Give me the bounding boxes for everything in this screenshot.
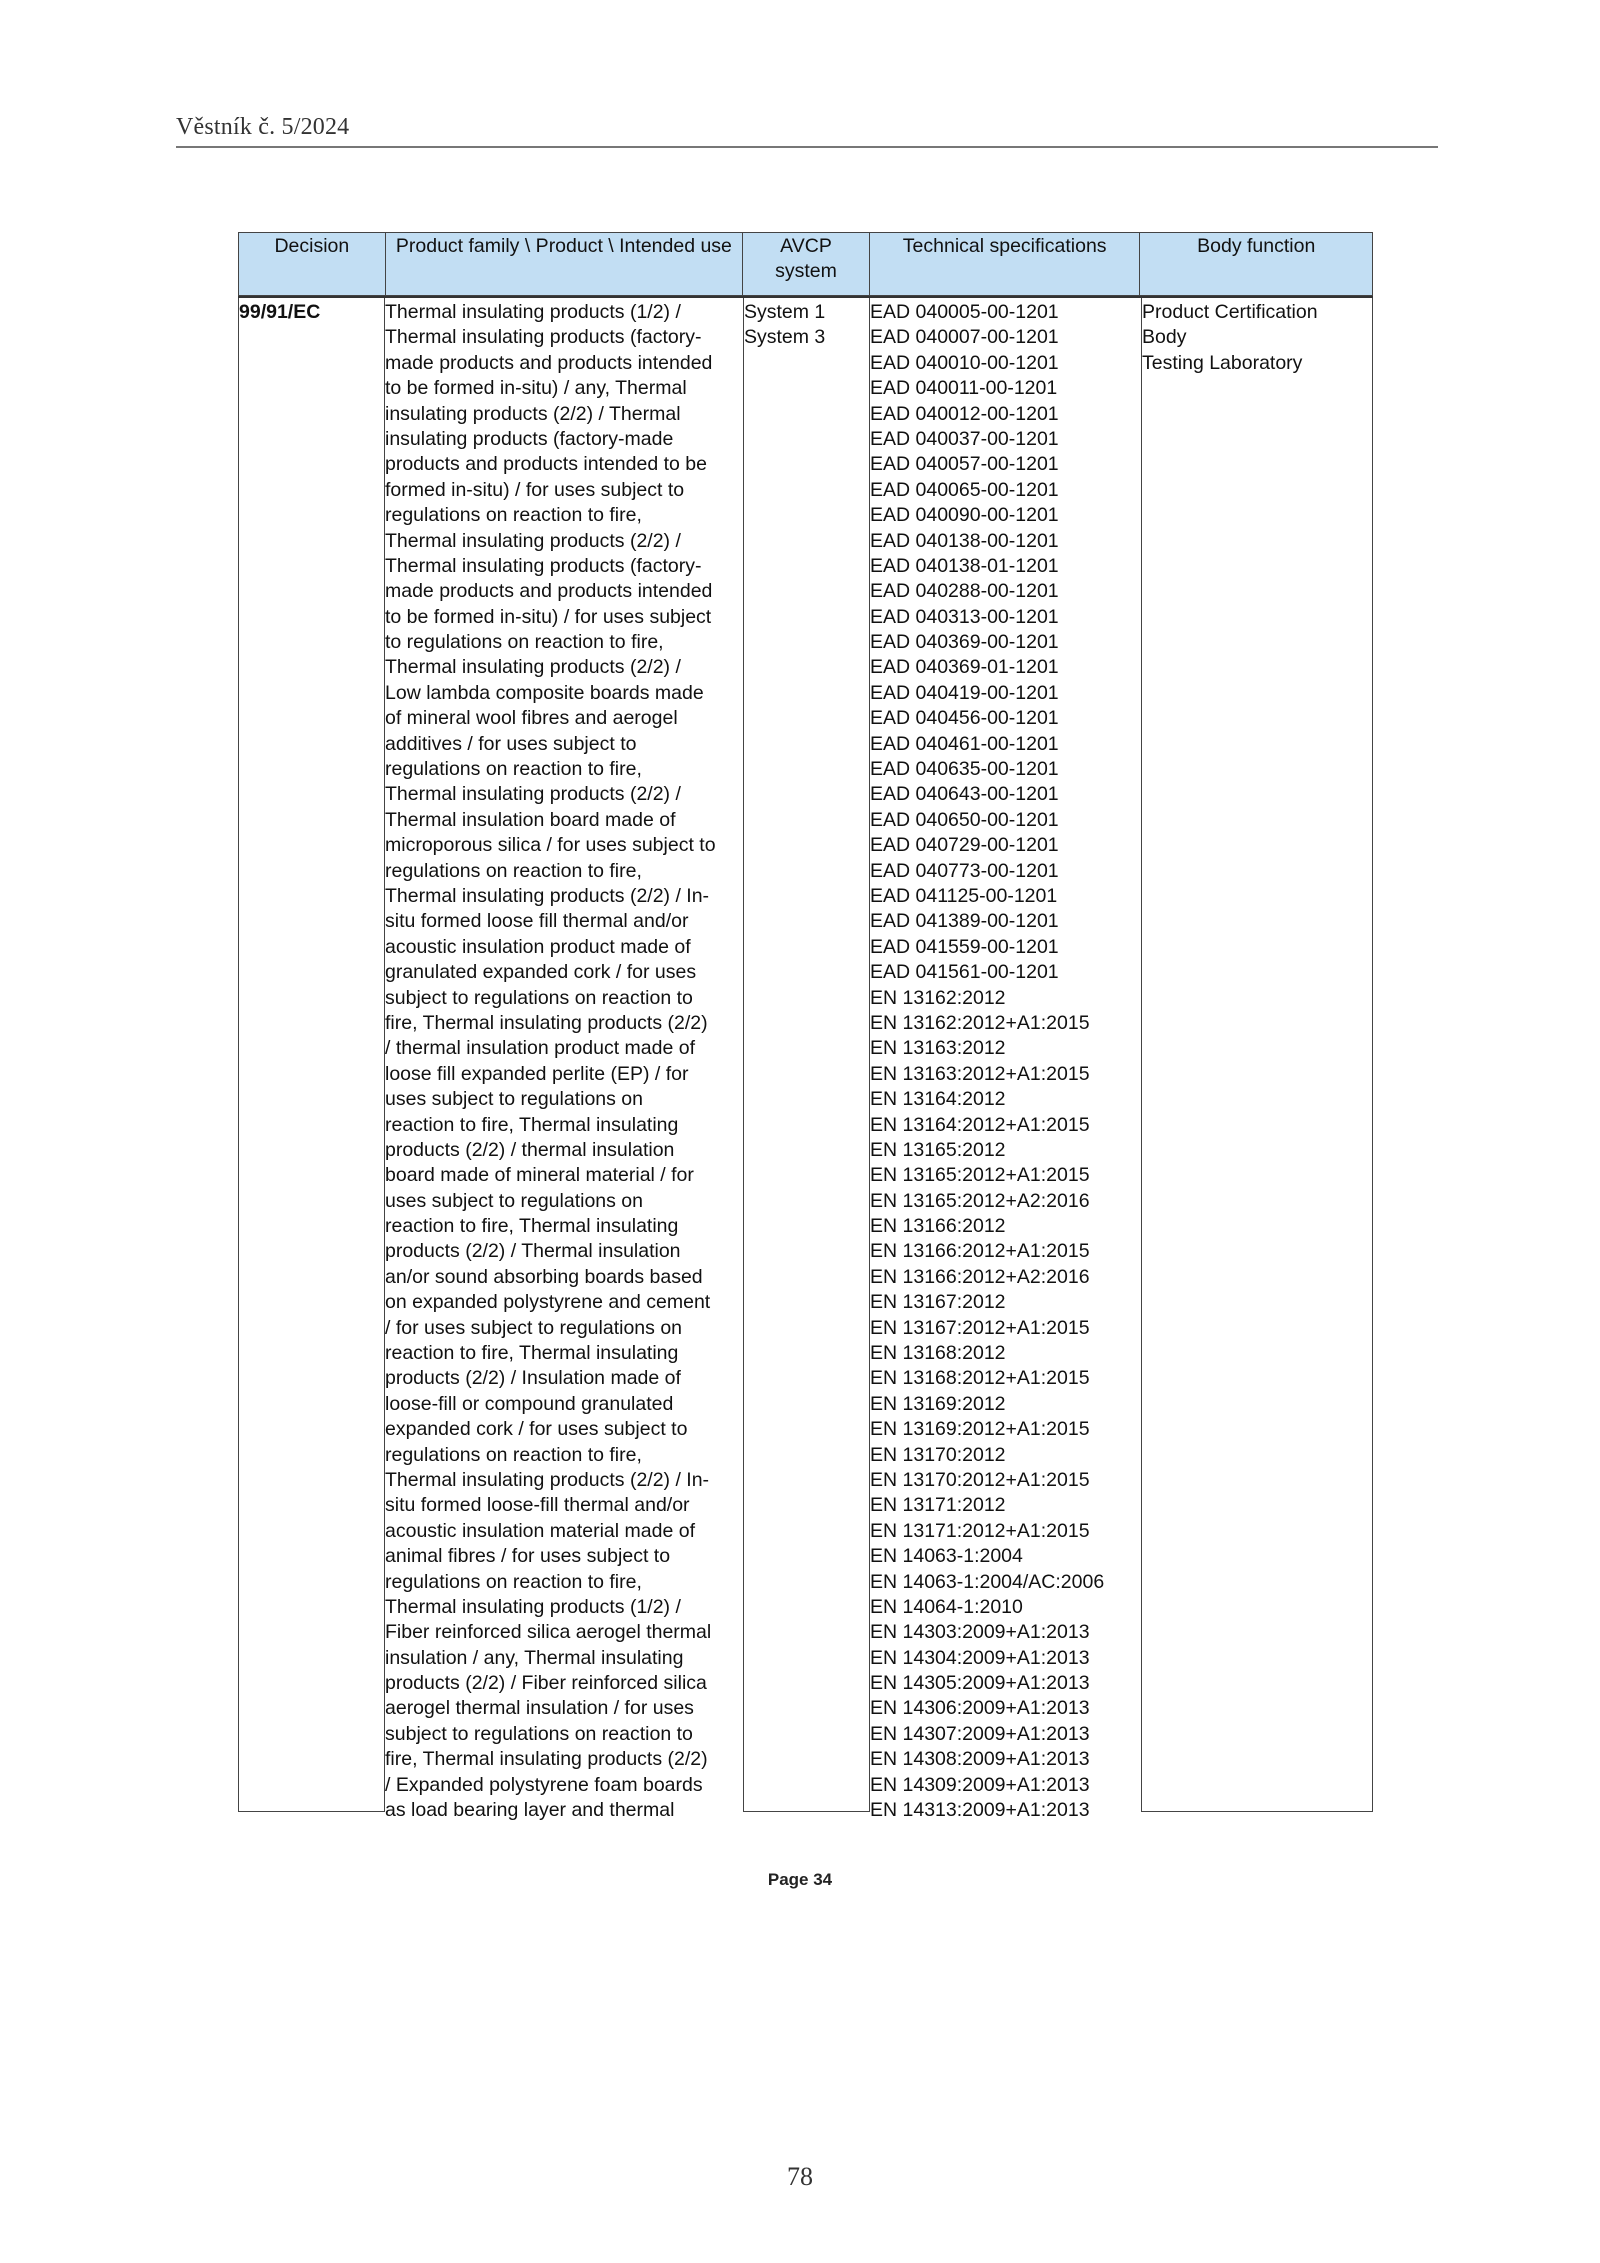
cell-line: EN 13168:2012+A1:2015: [870, 1367, 1090, 1390]
cell-line: EAD 040729-00-1201: [870, 834, 1059, 857]
table-page-label: Page 34: [767, 1870, 833, 1889]
cell-line: regulations on reaction to fire,: [385, 859, 642, 882]
cell-line: Thermal insulating products (2/2) / In-: [385, 1468, 710, 1491]
standards-table: [238, 232, 1373, 1822]
page-number: 78: [787, 2162, 813, 2191]
cell-line: granulated expanded cork / for uses: [385, 961, 697, 984]
cell-line: formed in-situ) / for uses subject to: [385, 478, 685, 501]
cell-line: EN 14063-1:2004/AC:2006: [870, 1570, 1105, 1593]
cell-line: EN 14063-1:2004: [870, 1545, 1023, 1568]
header-technical-specifications: Technical specifications: [870, 233, 1141, 295]
table-header-row: [238, 232, 1373, 296]
cell-line: EAD 040419-00-1201: [870, 681, 1059, 704]
cell-line: EN 14308:2009+A1:2013: [870, 1748, 1090, 1771]
cell-line: EN 13163:2012+A1:2015: [870, 1062, 1090, 1085]
cell-line: EAD 040313-00-1201: [870, 605, 1059, 628]
cell-body-function: [1141, 298, 1373, 1812]
cell-line: Body: [1142, 326, 1187, 349]
cell-line: EN 14064-1:2010: [870, 1595, 1023, 1618]
cell-line: EAD 041125-00-1201: [870, 884, 1058, 907]
cell-line: EAD 041561-00-1201: [870, 961, 1059, 984]
header-rule: [176, 146, 1438, 148]
cell-line: EAD 041559-00-1201: [870, 935, 1059, 958]
cell-line: EN 13165:2012+A2:2016: [870, 1189, 1090, 1212]
cell-line: products (2/2) / thermal insulation: [385, 1138, 675, 1161]
cell-line: regulations on reaction to fire,: [385, 504, 642, 527]
cell-line: reaction to fire, Thermal insulating: [385, 1215, 679, 1238]
cell-line: EN 13165:2012: [870, 1138, 1006, 1161]
cell-line: Thermal insulating products (2/2) /: [385, 783, 681, 806]
cell-line: EAD 040007-00-1201: [870, 326, 1059, 349]
cell-line: fire, Thermal insulating products (2/2): [385, 1748, 708, 1771]
cell-line: EN 14313:2009+A1:2013: [870, 1799, 1090, 1822]
cell-line: of mineral wool fibres and aerogel: [385, 707, 678, 730]
cell-line: Low lambda composite boards made: [385, 681, 704, 704]
cell-line: EN 13166:2012+A2:2016: [870, 1265, 1090, 1288]
cell-line: fire, Thermal insulating products (2/2): [385, 1011, 708, 1034]
cell-line: regulations on reaction to fire,: [385, 1443, 642, 1466]
cell-line: EAD 040057-00-1201: [870, 453, 1059, 476]
cell-line: to be formed in-situ) / for uses subject: [385, 605, 712, 628]
cell-line: Thermal insulating products (2/2) /: [385, 656, 681, 679]
cell-line: EN 13170:2012: [870, 1443, 1006, 1466]
header-body-function: Body function: [1197, 235, 1316, 257]
cell-line: EAD 040138-01-1201: [870, 554, 1059, 577]
cell-line: Thermal insulation board made of: [385, 808, 676, 831]
cell-line: to be formed in-situ) / any, Thermal: [385, 377, 687, 400]
cell-line: Product Certification: [1142, 301, 1318, 323]
cell-line: System 3: [744, 326, 826, 349]
cell-line: EN 13164:2012+A1:2015: [870, 1113, 1090, 1136]
cell-line: EN 13171:2012: [870, 1494, 1006, 1517]
cell-line: to regulations on reaction to fire,: [385, 631, 664, 654]
cell-line: EAD 040090-00-1201: [870, 504, 1059, 527]
cell-line: EAD 040037-00-1201: [870, 427, 1059, 450]
cell-line: EN 14309:2009+A1:2013: [870, 1773, 1090, 1796]
cell-line: EAD 040773-00-1201: [870, 859, 1059, 882]
cell-line: EAD 040011-00-1201: [870, 377, 1058, 400]
cell-line: acoustic insulation material made of: [385, 1519, 695, 1542]
cell-line: EN 13170:2012+A1:2015: [870, 1468, 1090, 1491]
cell-line: EN 13164:2012: [870, 1088, 1006, 1111]
cell-line: acoustic insulation product made of: [385, 935, 691, 958]
cell-line: EAD 040650-00-1201: [870, 808, 1059, 831]
cell-line: EN 13171:2012+A1:2015: [870, 1519, 1090, 1542]
cell-line: Fiber reinforced silica aerogel thermal: [385, 1621, 712, 1644]
cell-line: reaction to fire, Thermal insulating: [385, 1113, 679, 1136]
header-product-family: Product family \ Product \ Intended use: [386, 233, 743, 295]
cell-line: expanded cork / for uses subject to: [385, 1418, 688, 1441]
cell-line: insulating products (factory-made: [385, 427, 674, 450]
cell-line: EAD 040461-00-1201: [870, 732, 1059, 755]
cell-line: EN 13166:2012+A1:2015: [870, 1240, 1090, 1263]
cell-line: situ formed loose fill thermal and/or: [385, 910, 689, 933]
cell-line: uses subject to regulations on: [385, 1088, 643, 1111]
header-decision: Decision: [239, 233, 386, 295]
cell-line: as load bearing layer and thermal: [385, 1799, 675, 1822]
cell-line: EN 13166:2012: [870, 1215, 1006, 1238]
cell-line: EN 13162:2012: [870, 986, 1006, 1009]
cell-line: EN 13168:2012: [870, 1342, 1006, 1365]
cell-line: additives / for uses subject to: [385, 732, 637, 755]
cell-line: made products and products intended: [385, 351, 713, 374]
cell-line: subject to regulations on reaction to: [385, 1722, 693, 1745]
cell-line: EAD 040635-00-1201: [870, 758, 1059, 781]
cell-line: Thermal insulating products (1/2) /: [385, 1595, 681, 1618]
cell-technical-specifications: [870, 298, 1141, 1822]
cell-avcp-system: [743, 298, 870, 1812]
cell-line: EAD 040369-01-1201: [870, 656, 1059, 679]
cell-line: EN 14304:2009+A1:2013: [870, 1646, 1090, 1669]
cell-line: EN 13162:2012+A1:2015: [870, 1011, 1090, 1034]
cell-line: EN 13167:2012: [870, 1291, 1006, 1314]
cell-line: insulating products (2/2) / Thermal: [385, 402, 681, 425]
cell-decision: 99/91/EC: [238, 298, 385, 1812]
cell-line: regulations on reaction to fire,: [385, 1570, 642, 1593]
cell-line: products (2/2) / Fiber reinforced silica: [385, 1672, 707, 1695]
cell-line: reaction to fire, Thermal insulating: [385, 1342, 679, 1365]
cell-line: aerogel thermal insulation / for uses: [385, 1697, 694, 1720]
cell-line: / thermal insulation product made of: [385, 1037, 696, 1060]
cell-line: Thermal insulating products (factory-: [385, 326, 702, 349]
header-avcp-system: AVCP system: [743, 233, 870, 295]
cell-line: Thermal insulating products (2/2) / In-: [385, 884, 710, 907]
cell-line: EN 13163:2012: [870, 1037, 1006, 1060]
cell-line: EAD 041389-00-1201: [870, 910, 1059, 933]
cell-line: / for uses subject to regulations on: [385, 1316, 683, 1339]
cell-line: products and products intended to be: [385, 453, 707, 476]
cell-line: EN 13167:2012+A1:2015: [870, 1316, 1090, 1339]
cell-line: EAD 040010-00-1201: [870, 351, 1059, 374]
cell-line: EAD 040288-00-1201: [870, 580, 1059, 603]
cell-line: EN 14305:2009+A1:2013: [870, 1672, 1090, 1695]
cell-line: products (2/2) / Insulation made of: [385, 1367, 681, 1390]
cell-line: EN 14307:2009+A1:2013: [870, 1722, 1090, 1745]
cell-line: regulations on reaction to fire,: [385, 758, 642, 781]
cell-line: Thermal insulating products (1/2) /: [385, 301, 681, 323]
cell-line: EAD 040138-00-1201: [870, 529, 1059, 552]
cell-line: EN 14303:2009+A1:2013: [870, 1621, 1090, 1644]
cell-line: subject to regulations on reaction to: [385, 986, 693, 1009]
cell-line: Thermal insulating products (factory-: [385, 554, 702, 577]
cell-line: EN 13165:2012+A1:2015: [870, 1164, 1090, 1187]
cell-line: an/or sound absorbing boards based: [385, 1265, 703, 1288]
cell-line: uses subject to regulations on: [385, 1189, 643, 1212]
cell-line: animal fibres / for uses subject to: [385, 1545, 671, 1568]
cell-line: Thermal insulating products (2/2) /: [385, 529, 681, 552]
cell-line: EAD 040005-00-1201: [870, 301, 1059, 323]
cell-line: products (2/2) / Thermal insulation: [385, 1240, 681, 1263]
cell-line: situ formed loose-fill thermal and/or: [385, 1494, 690, 1517]
cell-line: EAD 040065-00-1201: [870, 478, 1059, 501]
cell-line: / Expanded polystyrene foam boards: [385, 1773, 703, 1796]
cell-line: EN 14306:2009+A1:2013: [870, 1697, 1090, 1720]
cell-line: board made of mineral material / for: [385, 1164, 694, 1187]
cell-line: loose-fill or compound granulated: [385, 1392, 674, 1415]
cell-line: EN 13169:2012: [870, 1392, 1006, 1415]
cell-line: made products and products intended: [385, 580, 713, 603]
cell-line: on expanded polystyrene and cement: [385, 1291, 711, 1314]
cell-line: EAD 040643-00-1201: [870, 783, 1059, 806]
cell-line: System 1: [744, 301, 826, 323]
running-head: Věstník č. 5/2024: [176, 114, 350, 140]
cell-line: EAD 040456-00-1201: [870, 707, 1059, 730]
cell-line: insulation / any, Thermal insulating: [385, 1646, 684, 1669]
cell-line: loose fill expanded perlite (EP) / for: [385, 1062, 689, 1085]
cell-line: Testing Laboratory: [1142, 351, 1303, 374]
cell-line: EN 13169:2012+A1:2015: [870, 1418, 1090, 1441]
cell-line: EAD 040012-00-1201: [870, 402, 1059, 425]
cell-line: microporous silica / for uses subject to: [385, 834, 716, 857]
cell-product-family: [385, 298, 743, 1822]
table-row: [238, 296, 1373, 1822]
cell-line: EAD 040369-00-1201: [870, 631, 1059, 654]
